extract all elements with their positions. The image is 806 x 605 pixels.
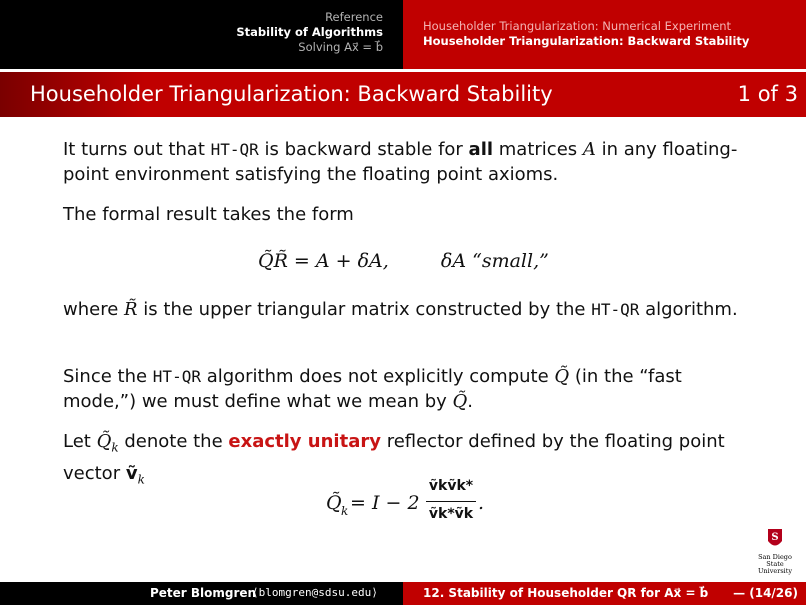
nav-subsection-experiment[interactable]: Householder Triangularization: Numerical Experiment <box>423 19 732 33</box>
text: where <box>63 299 125 320</box>
math-var-q-tilde: Q̃ <box>452 391 468 412</box>
text: is backward stable for <box>258 139 469 160</box>
paragraph-where-r <box>63 297 753 322</box>
equation-lhs: Q̃ <box>326 492 342 514</box>
math-var-q-tilde-k: Q̃ <box>96 431 112 452</box>
text: Since the <box>63 366 153 387</box>
math-subscript: k <box>341 504 349 518</box>
text: (in the “fast mode,”) we must define what we mean by <box>63 366 682 412</box>
code-ht-qr: HT-QR <box>152 367 201 386</box>
equation-lhs: Q̃R̃ = A + δA, <box>258 250 389 272</box>
text: algorithm does not explicitly compute <box>200 366 555 387</box>
footer-email[interactable]: ⟨blomgren@sdsu.edu⟩ <box>252 586 378 599</box>
text: Let <box>63 431 97 452</box>
footer-author-bar <box>0 582 403 605</box>
sdsu-logo <box>749 528 801 575</box>
equation-qr-decomposition <box>258 250 549 272</box>
text: reflector defined by the floating point vector <box>63 431 725 484</box>
code-ht-qr: HT-QR <box>591 300 640 319</box>
nav-section-reference[interactable]: Reference <box>325 10 383 24</box>
header-section-nav <box>0 0 403 69</box>
nav-section-solving[interactable]: Solving Ax⃗ = b⃗ <box>298 40 383 54</box>
math-var-q-tilde: Q̃ <box>554 366 570 387</box>
header-subsection-nav <box>403 0 806 69</box>
fraction-denominator: ṽk*ṽk <box>428 506 474 522</box>
paragraph-formal-result: The formal result takes the form <box>63 204 354 225</box>
text: matrices <box>493 139 583 160</box>
fraction-bar <box>426 501 476 502</box>
equation-period: . <box>478 492 485 514</box>
text: It turns out that <box>63 139 211 160</box>
text: in any floating-point environment satisfying the floating point axioms. <box>63 139 738 185</box>
emphasis-all: all <box>468 139 494 160</box>
text: is the upper triangular matrix constructed by the <box>137 299 592 320</box>
equation-mid: = I − 2 <box>350 492 420 514</box>
nav-subsection-backward-stability[interactable]: Householder Triangularization: Backward Stability <box>423 34 750 48</box>
math-subscript: k <box>111 440 119 455</box>
math-var-r-tilde: R̃ <box>124 299 138 320</box>
code-ht-qr: HT-QR <box>210 140 259 159</box>
footer-author: Peter Blomgren <box>150 586 257 600</box>
math-vector-v-tilde: ṽ <box>125 462 138 484</box>
math-subscript: k <box>137 472 145 487</box>
emphasis-exactly-unitary: exactly unitary <box>228 431 381 452</box>
text: . <box>467 391 474 412</box>
footer-lecture-title: 12. Stability of Householder QR for Ax⃗ = b⃗ <box>423 586 709 600</box>
footer-page-count: — (14/26) <box>733 586 798 600</box>
equation-rhs: δA “small,” <box>440 250 549 272</box>
text: denote the <box>118 431 229 452</box>
footer-lecture-bar <box>403 582 806 605</box>
paragraph-backward-stable <box>63 137 753 187</box>
paragraph-unitary-reflector <box>63 429 753 492</box>
math-var-a: A <box>582 139 596 160</box>
nav-section-stability[interactable]: Stability of Algorithms <box>236 25 383 39</box>
sdsu-logo-text: San Diego State University <box>757 553 793 575</box>
slide-page-counter: 1 of 3 <box>737 82 798 106</box>
sdsu-emblem-icon <box>766 528 784 550</box>
paragraph-fast-mode <box>63 364 753 414</box>
slide-title: Householder Triangularization: Backward Stability <box>30 82 553 106</box>
fraction-numerator: ṽkṽk* <box>428 478 474 494</box>
slide-title-bar <box>0 72 806 117</box>
text: algorithm. <box>639 299 738 320</box>
svg-text:S: S <box>771 532 779 543</box>
